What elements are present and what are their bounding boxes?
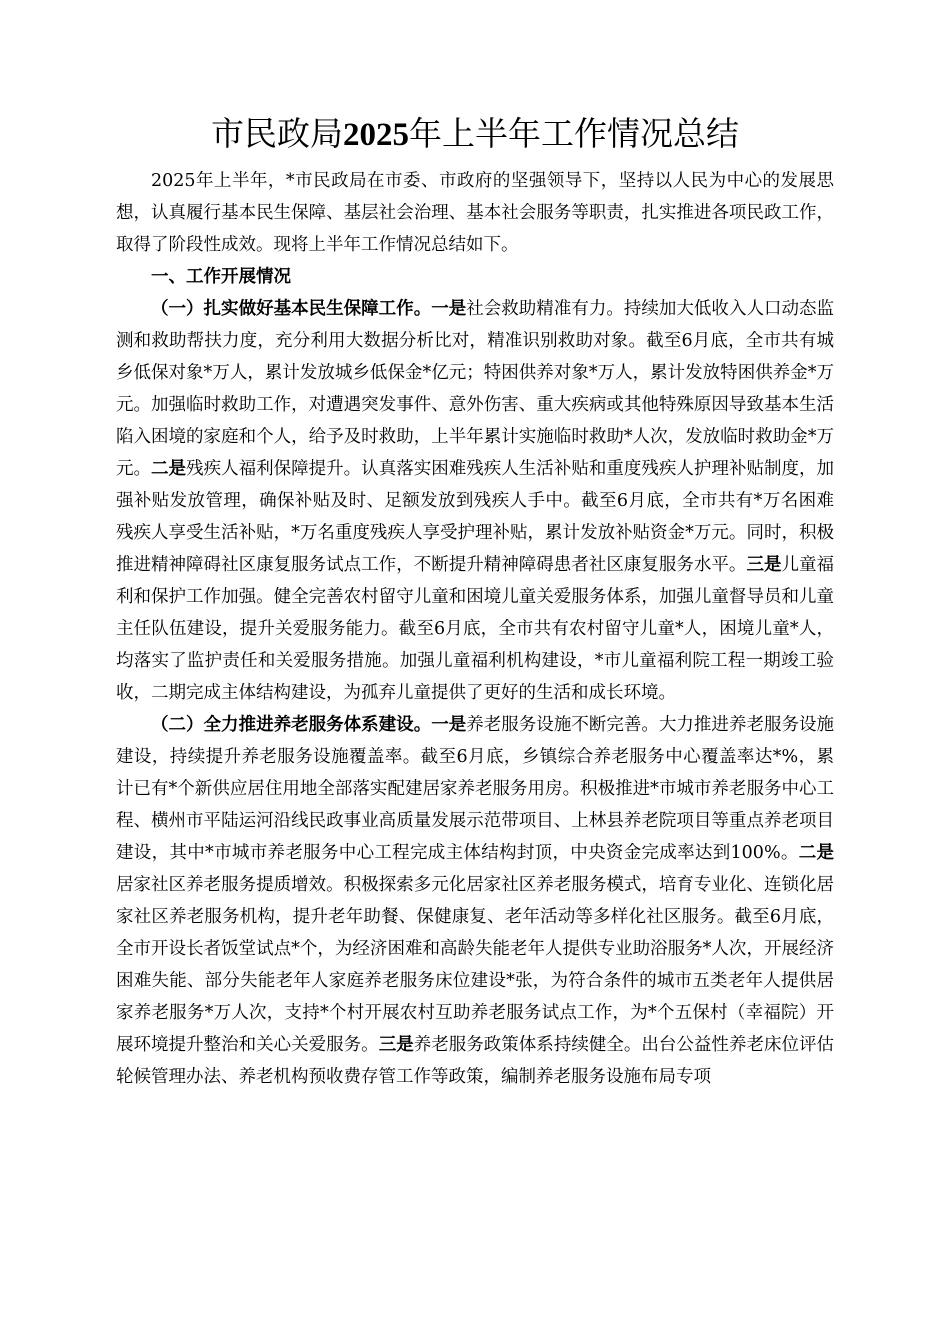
point-text-disability-welfare: 残疾人福利保障提升。认真落实困难残疾人生活补贴和重度残疾人护理补贴制度，加强补贴发放管理，确保补贴及时、足额发放到残疾人手中。截至6月底，全市共有*万名困难残疾人享受生活补贴，*万名重度残疾人享受护理补贴，累计发放补贴资金*万元。同时，积极推进精神障碍社区康复服务试点工作，不断提升精神障碍患者社区康复服务水平。 (116, 459, 835, 575)
point-marker-3: 三是 (378, 1035, 414, 1055)
point-text-social-assistance: 社会救助精准有力。持续加大低收入人口动态监测和救助帮扶力度，充分利用大数据分析比对，精准识别救助对象。截至6月底，全市共有城乡低保对象*万人，累计发放城乡低保金*亿元；特困供养对象*万人，累计发放特困供养金*万元。加强临时救助工作，对遭遇突发事件、意外伤害、重大疾病或其他特殊原因导致基本生活陷入困境的家庭和个人，给予及时救助，上半年累计实施临时救助*人次，发放临时救助金*万元。 (116, 299, 835, 479)
point-marker-2: 二是 (798, 843, 835, 863)
point-marker-3: 三是 (746, 555, 782, 575)
subsection-livelihood-paragraph (116, 293, 834, 709)
title-prefix: 市民政局 (211, 114, 343, 153)
section-heading-work: 一、工作开展情况 (151, 267, 291, 287)
subsection-elderly-care-paragraph (116, 709, 834, 1093)
point-marker-1: 一是 (431, 715, 467, 735)
document-page (116, 108, 834, 1093)
point-text-care-facilities: 养老服务设施不断完善。大力推进养老服务设施建设，持续提升养老服务设施覆盖率。截至6月底，乡镇综合养老服务中心覆盖率达*%，累计已有*个新供应居住用地全部落实配建居家养老服务用房。积极推进*市城市养老服务中心工程、横州市平陆运河沿线民政事业高质量发展示范带项目、上林县养老院项目等重点养老项目建设，其中*市城市养老服务中心工程完成主体结构封顶，中央资金完成率达到100%。 (116, 715, 835, 863)
point-text-policy-system: 养老服务政策体系持续健全。出台公益性养老床位评估轮候管理办法、养老机构预收费存管工作等政策，编制养老服务设施布局专项 (116, 1035, 835, 1087)
intro-paragraph: 2025年上半年，*市民政局在市委、市政府的坚强领导下，坚持以人民为中心的发展思想，认真履行基本民生保障、基层社会治理、基本社会服务等职责，扎实推进各项民政工作，取得了阶段性成效。现将上半年工作情况总结如下。 (116, 171, 834, 255)
point-text-home-community-care: 居家社区养老服务提质增效。积极探索多元化居家社区养老服务模式，培育专业化、连锁化居家社区养老服务机构，提升老年助餐、保健康复、老年活动等多样化社区服务。截至6月底，全市开设长者饭堂试点*个，为经济困难和高龄失能老年人提供专业助浴服务*人次，开展经济困难失能、部分失能老年人家庭养老服务床位建设*张，为符合条件的城市五类老年人提供居家养老服务*万人次，支持*个村开展农村互助养老服务试点工作，为*个五保村（幸福院）开展环境提升整治和关心关爱服务。 (116, 875, 834, 1055)
point-marker-1: 一是 (431, 299, 467, 319)
title-suffix: 年上半年工作情况总结 (409, 114, 739, 153)
point-marker-2: 二是 (151, 459, 187, 479)
subsection-elderly-care-heading: （二）全力推进养老服务体系建设。 (151, 715, 432, 735)
subsection-livelihood-heading: （一）扎实做好基本民生保障工作。 (151, 299, 432, 319)
title-year: 2025 (343, 117, 409, 153)
document-title (116, 108, 834, 161)
point-text-child-welfare: 儿童福利和保护工作加强。健全完善农村留守儿童和困境儿童关爱服务体系，加强儿童督导员和儿童主任队伍建设，提升关爱服务能力。截至6月底，全市共有农村留守儿童*人，困境儿童*人，均落实了监护责任和关爱服务措施。加强儿童福利机构建设，*市儿童福利院工程一期竣工验收，二期完成主体结构建设，为孤弃儿童提供了更好的生活和成长环境。 (116, 555, 835, 703)
